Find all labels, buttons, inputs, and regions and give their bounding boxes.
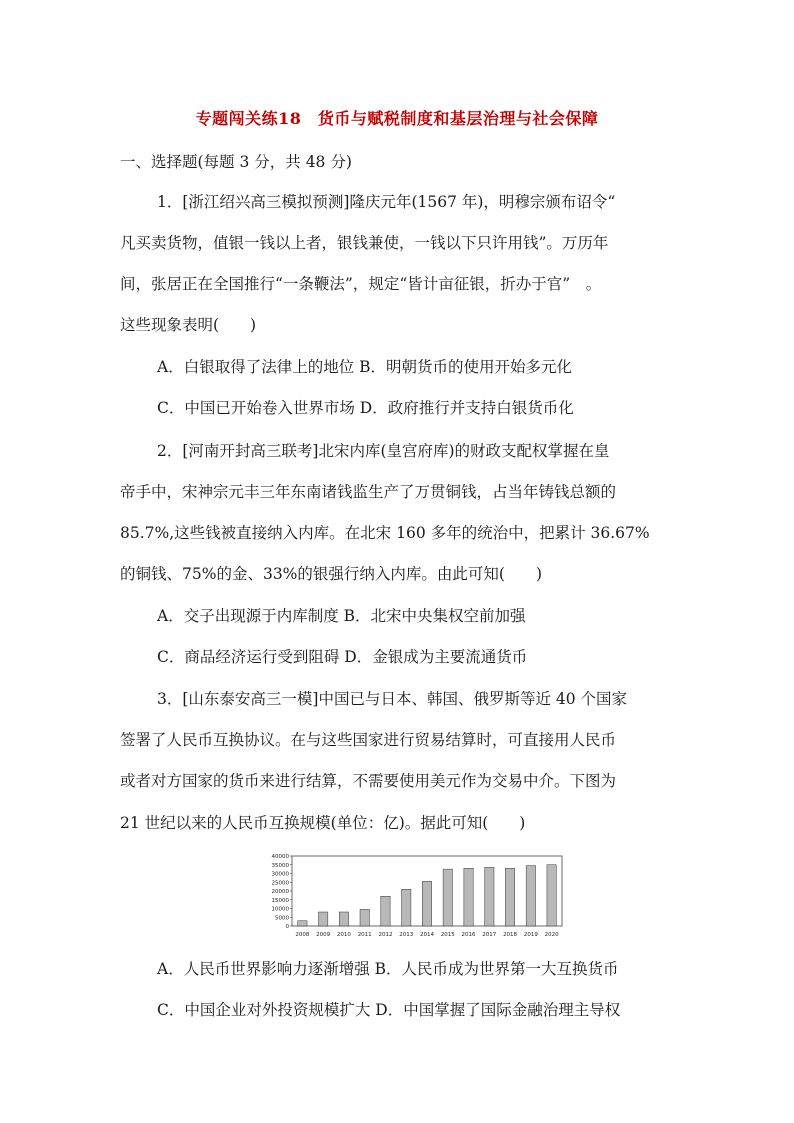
q1-option-cd: C．中国已开始卷入世界市场 D．政府推行并支持白银货币化 — [157, 399, 574, 417]
y-tick-label: 30000 — [271, 871, 289, 878]
x-tick-label: 2015 — [440, 932, 455, 938]
x-tick-label: 2017 — [482, 932, 497, 938]
x-tick-label: 2009 — [316, 932, 331, 938]
q1-line-4: 这些现象表明( ) — [120, 316, 257, 334]
q3-line-2: 签署了人民币互换协议。在与这些国家进行贸易结算时，可直接用人民币 — [120, 731, 617, 749]
y-tick-label: 25000 — [271, 880, 289, 887]
bar — [402, 889, 411, 926]
q1-line-2: 凡买卖货物，值银一钱以上者，银钱兼使，一钱以下只许用钱”。万历年 — [120, 234, 609, 252]
x-tick-label: 2013 — [399, 932, 414, 938]
section-heading: 一、选择题(每题 3 分，共 48 分) — [120, 153, 352, 171]
bar — [485, 867, 494, 926]
bar — [526, 866, 535, 926]
bar — [547, 865, 556, 926]
x-tick-label: 2016 — [461, 932, 476, 938]
q1-option-ab: A．白银取得了法律上的地位 B．明朝货币的使用开始多元化 — [157, 358, 573, 376]
q2-line-1: 2．[河南开封高三联考]北宋内库(皇宫府库)的财政支配权掌握在皇 — [157, 442, 610, 460]
q1-line-1: 1．[浙江绍兴高三模拟预测]隆庆元年(1567 年)，明穆宗颁布诏令“ — [157, 193, 616, 211]
bar — [381, 896, 390, 926]
bar — [505, 868, 514, 926]
y-tick-label: 10000 — [271, 906, 289, 913]
q2-line-3: 85.7%,这些钱被直接纳入内库。在北宋 160 多年的统治中，把累计 36.67% — [120, 524, 650, 542]
bar — [422, 881, 431, 926]
y-tick-label: 40000 — [271, 854, 289, 860]
q3-option-ab: A．人民币世界影响力逐渐增强 B．人民币成为世界第一大互换货币 — [157, 960, 619, 978]
q2-line-2: 帝手中，宋神宗元丰三年东南诸钱监生产了万贯铜钱，占当年铸钱总额的 — [120, 483, 617, 501]
q2-option-cd: C．商品经济运行受到阻碍 D．金银成为主要流通货币 — [157, 648, 528, 666]
y-tick-label: 5000 — [275, 915, 289, 922]
bar — [360, 909, 369, 926]
bar — [443, 869, 452, 926]
bar — [339, 912, 348, 926]
bar — [464, 868, 473, 926]
page-title: 专题闯关练18 货币与赋税制度和基层治理与社会保障 — [195, 109, 599, 128]
bar — [298, 921, 307, 926]
x-tick-label: 2011 — [357, 932, 372, 938]
q2-option-ab: A．交子出现源于内库制度 B．北宋中央集权空前加强 — [157, 607, 526, 625]
x-tick-label: 2020 — [544, 932, 559, 938]
x-tick-label: 2012 — [378, 932, 393, 938]
q3-line-4: 21 世纪以来的人民币互换规模(单位：亿)。据此可知( ) — [120, 814, 526, 832]
x-tick-label: 2019 — [523, 932, 538, 938]
x-tick-label: 2014 — [420, 932, 434, 938]
y-tick-label: 15000 — [271, 897, 289, 904]
bar — [318, 912, 327, 926]
q3-line-1: 3．[山东泰安高三一模]中国已与日本、韩国、俄罗斯等近 40 个国家 — [157, 690, 628, 708]
y-tick-label: 0 — [285, 924, 289, 930]
x-tick-label: 2008 — [295, 932, 310, 938]
q2-line-4: 的铜钱、75%的金、33%的银强行纳入内库。由此可知( ) — [120, 565, 542, 583]
y-tick-label: 20000 — [271, 889, 289, 895]
q3-option-cd: C．中国企业对外投资规模扩大 D．中国掌握了国际金融治理主导权 — [157, 1001, 621, 1019]
x-tick-label: 2018 — [503, 932, 518, 938]
x-tick-label: 2010 — [336, 932, 351, 938]
q3-line-3: 或者对方国家的货币来进行结算，不需要使用美元作为交易中介。下图为 — [120, 772, 617, 790]
y-tick-label: 35000 — [271, 862, 289, 869]
rmb-swap-bar-chart — [256, 848, 566, 948]
q1-line-3: 间，张居正在全国推行“一条鞭法”，规定“皆计亩征银，折办于官” 。 — [120, 275, 602, 293]
